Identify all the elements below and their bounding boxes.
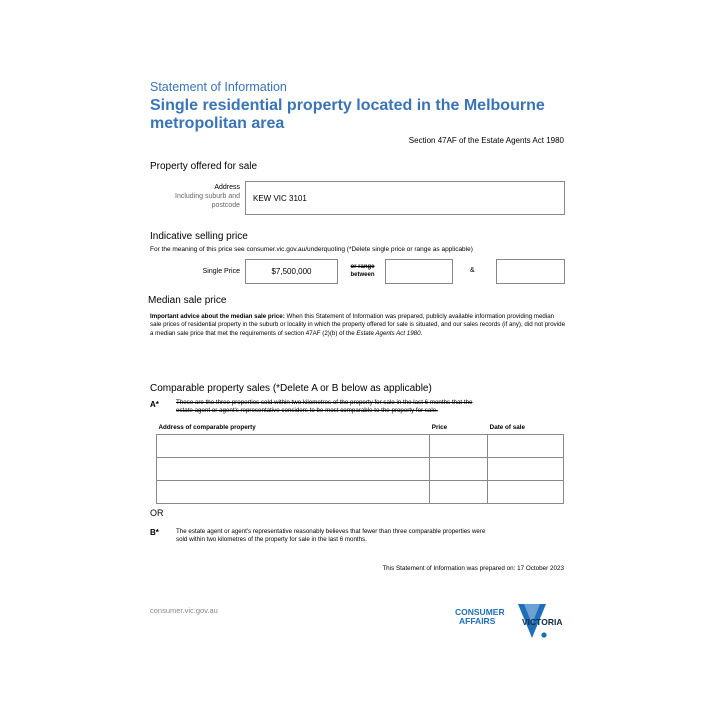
- address-field[interactable]: [245, 181, 565, 215]
- median-advice-end: .: [420, 329, 423, 337]
- logo-word-affairs: AFFAIRS: [459, 616, 496, 626]
- comparable-date-cell[interactable]: [488, 481, 564, 504]
- logo-word-victoria: VICTORIA: [522, 617, 563, 627]
- logo-text-consumer-affairs: [455, 608, 505, 626]
- comparable-price-cell[interactable]: [430, 481, 488, 504]
- document-title: [150, 97, 570, 133]
- act-reference: Section 47AF of the Estate Agents Act 1980: [408, 136, 564, 145]
- median-price-heading: Median sale price: [148, 295, 227, 306]
- consumer-affairs-victoria-logo: [452, 602, 570, 642]
- option-b-marker: B*: [150, 528, 159, 537]
- address-sublabel-1: Including suburb and: [175, 193, 240, 200]
- option-a-text-line-2: estate agent or agent's representative considers to be most comparable to the property for sale.: [176, 407, 438, 415]
- address-label: Address: [214, 184, 240, 191]
- range-label-line-2: between: [350, 272, 375, 278]
- comparable-date-cell[interactable]: [488, 458, 564, 481]
- logo-word-consumer: CONSUMER: [455, 607, 505, 617]
- comparable-sales-heading: Comparable property sales (*Delete A or B below as applicable): [150, 383, 432, 394]
- single-price-field[interactable]: [245, 259, 338, 284]
- indicative-price-note: For the meaning of this price see consumer.vic.gov.au/underquoting (*Delete single price or range as applicable): [150, 246, 473, 253]
- range-low-field[interactable]: [385, 259, 453, 284]
- address-sublabel-2: postcode: [211, 202, 240, 209]
- table-row: [157, 458, 564, 481]
- single-price-value: $7,500,000: [271, 267, 312, 276]
- document-title-line-1: Single residential property located in the Melbourne: [150, 97, 545, 114]
- option-a-text: [176, 399, 566, 416]
- option-a-text-line-1: These are the three properties sold within two kilometres of the property for sale in the last 6 months that the: [176, 399, 473, 406]
- indicative-price-heading: Indicative selling price: [150, 231, 248, 242]
- column-header-date: Date of sale: [489, 424, 526, 431]
- comparable-address-cell[interactable]: [157, 458, 430, 481]
- column-header-price: Price: [431, 424, 448, 431]
- or-separator: OR: [150, 508, 164, 518]
- table-row: [157, 481, 564, 504]
- option-b-text: [176, 528, 566, 545]
- address-value: KEW VIC 3101: [253, 194, 307, 203]
- range-high-field[interactable]: [496, 259, 565, 284]
- comparable-address-cell[interactable]: [157, 481, 430, 504]
- median-advice-act: Estate Agents Act 1980: [356, 329, 421, 337]
- comparable-price-cell[interactable]: [430, 458, 488, 481]
- range-label: [340, 263, 385, 279]
- address-label-block: [150, 183, 240, 210]
- range-ampersand: &: [470, 267, 475, 274]
- prepared-date: This Statement of Information was prepared on: 17 October 2023: [382, 565, 564, 572]
- table-row: [157, 435, 564, 458]
- range-label-line-1: or range: [350, 264, 375, 270]
- single-price-label: Single Price: [202, 268, 240, 275]
- median-advice-text: When this Statement of Information was prepared, publicly available information providing median sale prices of residential property in the suburb or locality in which the property offered for sale is situated, and our sales records (if any), did not provide a median sale price that met the requirements of section 47AF (2)(b) of the: [150, 313, 566, 337]
- table-header-row: [157, 421, 564, 435]
- comparable-address-cell[interactable]: [157, 435, 430, 458]
- property-offered-heading: Property offered for sale: [150, 161, 258, 172]
- comparable-date-cell[interactable]: [488, 435, 564, 458]
- comparable-sales-table: [156, 421, 564, 504]
- document-kicker: Statement of Information: [150, 80, 287, 94]
- comparable-price-cell[interactable]: [430, 435, 488, 458]
- option-b-text-line-2: sold within two kilometres of the property for sale in the last 6 months.: [176, 536, 367, 544]
- footer-url[interactable]: consumer.vic.gov.au: [150, 606, 218, 615]
- median-advice-bold: Important advice about the median sale price:: [150, 313, 285, 320]
- median-advice-paragraph: [150, 313, 565, 338]
- option-a-marker: A*: [150, 400, 159, 409]
- column-header-address: Address of comparable property: [158, 424, 256, 431]
- option-b-text-line-1: The estate agent or agent's representative reasonably believes that fewer than three comparable properties were: [176, 528, 486, 535]
- document-title-line-2: metropolitan area: [150, 115, 285, 132]
